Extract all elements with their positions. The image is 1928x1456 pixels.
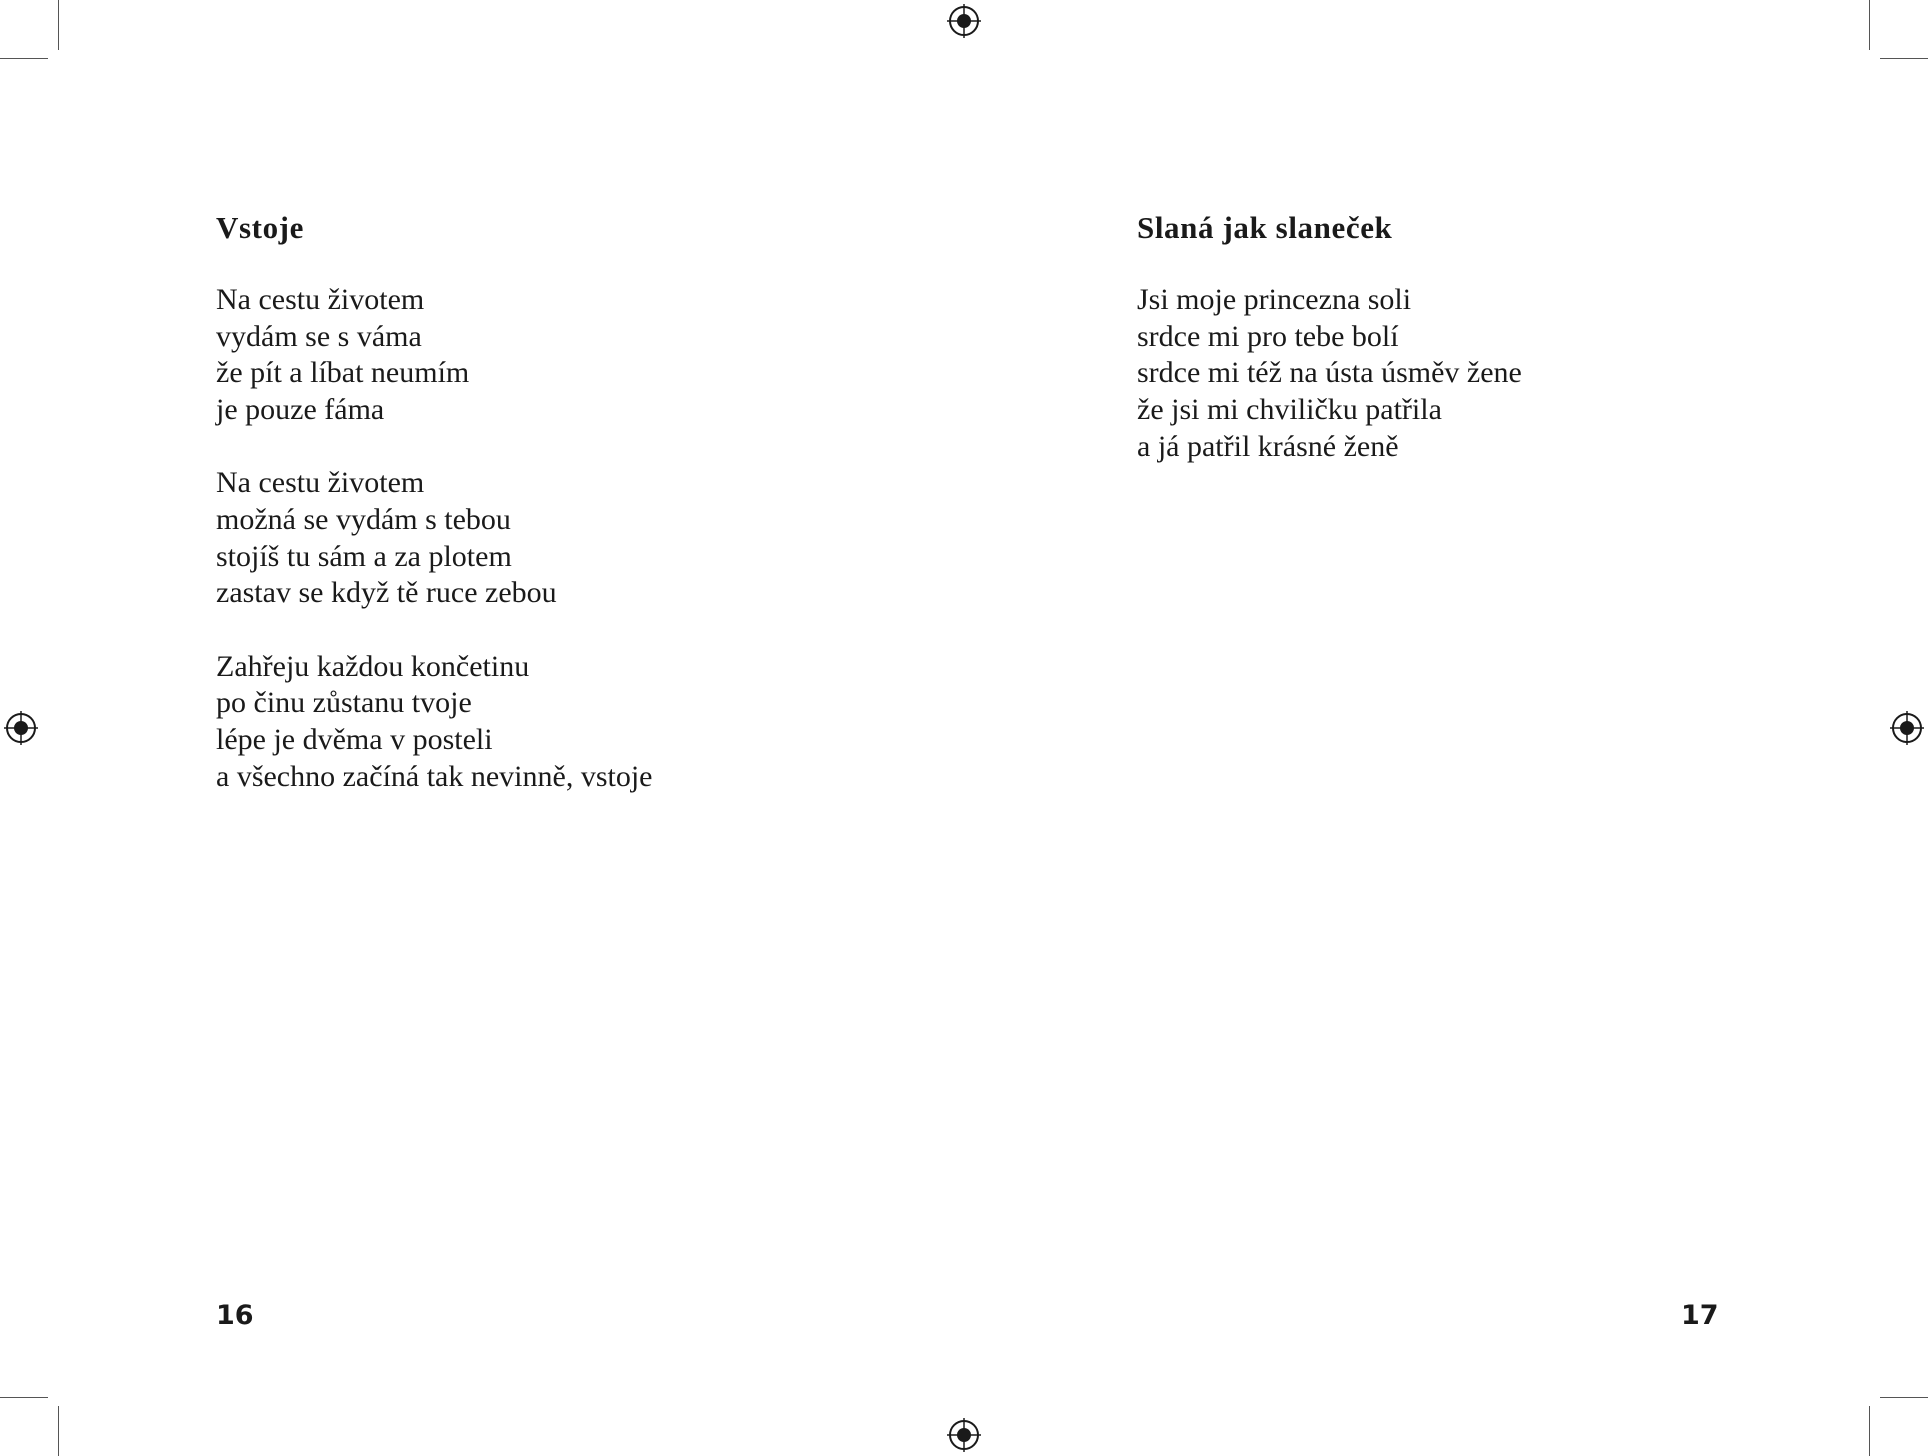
verse-line: srdce mi pro tebe bolí [1137,319,1399,353]
poem-slana-jak-slanecek [1137,208,1522,502]
verse-line: srdce mi též na ústa úsměv žene [1137,356,1522,390]
verse-line: Jsi moje princezna soli [1137,283,1412,316]
page-number: 17 [1681,1300,1719,1331]
stanza [216,649,653,796]
verse-line: lépe je dvěma v posteli [216,723,493,757]
registration-target-icon [947,1418,981,1452]
crop-mark [0,1397,48,1398]
registration-target-icon [1890,711,1924,745]
poem-title: Vstoje [216,210,304,245]
verse-line: vydám se s váma [216,319,422,353]
registration-target-icon [947,4,981,38]
poem-vstoje [216,208,653,832]
right-page [964,0,1928,1456]
stanza [216,465,653,612]
crop-mark [1869,1406,1870,1456]
verse-line: že jsi mi chviličku patřila [1137,393,1442,427]
crop-mark [1880,58,1928,59]
crop-mark [1869,0,1870,50]
verse-line: že pít a líbat neumím [216,356,470,390]
verse-line: Na cestu životem [216,283,425,316]
crop-mark [58,0,59,50]
verse-line: možná se vydám s tebou [216,503,511,537]
verse-line: po činu zůstanu tvoje [216,686,472,720]
crop-mark [58,1406,59,1456]
poem-title: Slaná jak slaneček [1137,210,1393,245]
crop-mark [0,58,48,59]
verse-line: Zahřeju každou končetinu [216,649,530,683]
verse-line: je pouze fáma [216,393,385,427]
verse-line: Na cestu životem [216,466,425,500]
verse-line: a všechno začíná tak nevinně, vstoje [216,759,653,793]
stanza [216,282,653,429]
page-number: 16 [216,1300,254,1331]
crop-mark [1880,1397,1928,1398]
verse-line: stojíš tu sám a za plotem [216,539,512,573]
verse-line: zastav se když tě ruce zebou [216,576,557,610]
registration-target-icon [4,711,38,745]
verse-line: a já patřil krásné ženě [1137,429,1399,463]
stanza [1137,282,1522,466]
